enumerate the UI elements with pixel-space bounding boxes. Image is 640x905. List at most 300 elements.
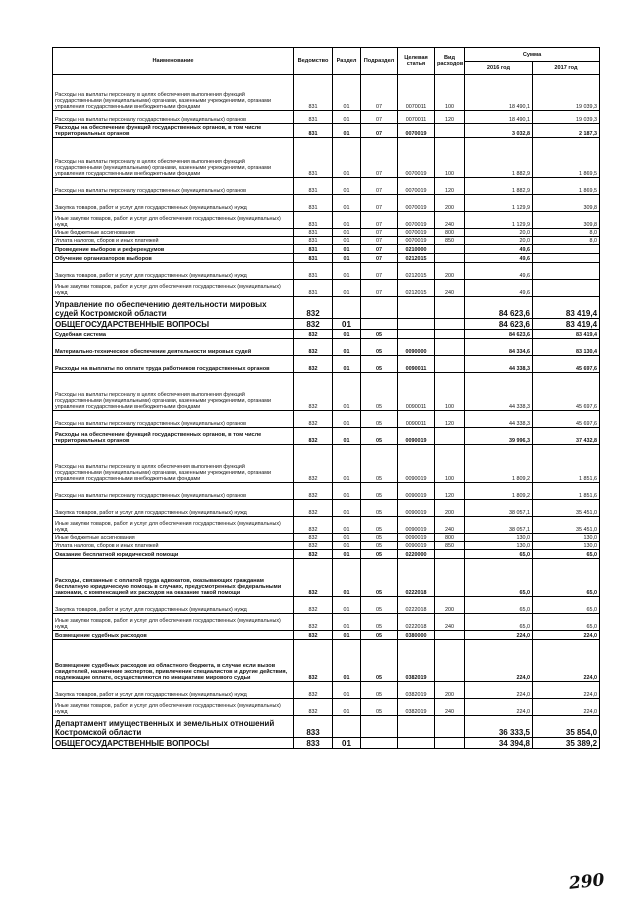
cell-s2017: 65,0 — [533, 559, 600, 597]
cell-razdel: 01 — [333, 428, 361, 445]
cell-s2016: 65,0 — [465, 559, 533, 597]
cell-vr: 100 — [435, 373, 465, 411]
cell-vr — [435, 356, 465, 373]
cell-razdel: 01 — [333, 178, 361, 195]
cell-s2016: 224,0 — [465, 640, 533, 682]
cell-vr: 800 — [435, 534, 465, 542]
cell-name: Уплата налогов, сборов и иных платежей — [53, 542, 294, 550]
cell-name: Обучение организаторов выборов — [53, 254, 294, 263]
table-row — [53, 716, 600, 738]
cell-cs: 0070019 — [398, 178, 435, 195]
header-target-item: Целевая статья — [398, 48, 435, 75]
cell-vr — [435, 339, 465, 356]
cell-podrazdel: 07 — [361, 280, 398, 297]
table-row — [53, 124, 600, 138]
cell-cs: 0212015 — [398, 280, 435, 297]
cell-razdel: 01 — [333, 195, 361, 212]
cell-ved: 832 — [294, 330, 333, 339]
cell-razdel: 01 — [333, 138, 361, 178]
cell-s2016: 3 032,8 — [465, 124, 533, 138]
cell-ved: 832 — [294, 339, 333, 356]
cell-vr: 100 — [435, 138, 465, 178]
cell-ved: 831 — [294, 254, 333, 263]
cell-razdel: 01 — [333, 534, 361, 542]
cell-vr: 240 — [435, 212, 465, 229]
cell-s2017: 309,8 — [533, 212, 600, 229]
cell-cs: 0070019 — [398, 237, 435, 245]
cell-cs: 0070011 — [398, 75, 435, 111]
cell-ved: 832 — [294, 699, 333, 716]
cell-cs: 0220000 — [398, 550, 435, 559]
cell-s2017: 1 869,5 — [533, 138, 600, 178]
cell-podrazdel: 05 — [361, 682, 398, 699]
table-row — [53, 445, 600, 483]
cell-ved: 831 — [294, 212, 333, 229]
cell-cs: 0210000 — [398, 245, 435, 254]
cell-ved: 831 — [294, 229, 333, 237]
table-row — [53, 111, 600, 124]
cell-razdel: 01 — [333, 682, 361, 699]
cell-cs — [398, 319, 435, 330]
cell-s2016: 18 490,1 — [465, 75, 533, 111]
cell-s2017: 130,0 — [533, 542, 600, 550]
cell-vr — [435, 738, 465, 749]
cell-ved: 832 — [294, 356, 333, 373]
cell-s2016: 224,0 — [465, 631, 533, 640]
table-row — [53, 245, 600, 254]
cell-razdel: 01 — [333, 614, 361, 631]
cell-s2017: 1 851,6 — [533, 483, 600, 500]
cell-s2017 — [533, 245, 600, 254]
cell-vr — [435, 640, 465, 682]
cell-cs: 0382019 — [398, 640, 435, 682]
cell-s2016: 224,0 — [465, 682, 533, 699]
cell-cs: 0380000 — [398, 631, 435, 640]
cell-razdel: 01 — [333, 500, 361, 517]
table-row — [53, 75, 600, 111]
cell-s2017: 37 432,8 — [533, 428, 600, 445]
cell-vr — [435, 631, 465, 640]
cell-podrazdel: 07 — [361, 245, 398, 254]
cell-ved: 831 — [294, 195, 333, 212]
cell-razdel: 01 — [333, 339, 361, 356]
cell-ved: 832 — [294, 517, 333, 534]
cell-s2017 — [533, 280, 600, 297]
cell-s2016: 39 996,3 — [465, 428, 533, 445]
cell-s2016: 1 882,9 — [465, 178, 533, 195]
cell-razdel: 01 — [333, 640, 361, 682]
cell-s2017: 19 039,3 — [533, 111, 600, 124]
table-row — [53, 559, 600, 597]
cell-ved: 832 — [294, 297, 333, 319]
cell-ved: 832 — [294, 682, 333, 699]
cell-cs: 0212015 — [398, 254, 435, 263]
table-row — [53, 138, 600, 178]
cell-name: Расходы на выплаты персоналу государственных (муниципальных) органов — [53, 111, 294, 124]
cell-name: Закупка товаров, работ и услуг для государственных (муниципальных) нужд — [53, 682, 294, 699]
cell-name: Иные закупки товаров, работ и услуг для обеспечения государственных (муниципальных) нужд — [53, 699, 294, 716]
cell-cs: 0090011 — [398, 356, 435, 373]
cell-cs: 0382019 — [398, 682, 435, 699]
cell-podrazdel: 07 — [361, 237, 398, 245]
cell-s2016: 34 394,8 — [465, 738, 533, 749]
cell-name: Расходы, связанные с оплатой труда адвокатов, оказывающих гражданам бесплатную юридическую помощь в случаях, предусмотренных федеральными законами, с компенсацией их расходов на оказание такой помощи — [53, 559, 294, 597]
cell-podrazdel — [361, 319, 398, 330]
cell-vr: 200 — [435, 682, 465, 699]
cell-ved: 831 — [294, 263, 333, 280]
cell-vr — [435, 319, 465, 330]
cell-ved: 832 — [294, 534, 333, 542]
cell-s2017: 45 697,6 — [533, 356, 600, 373]
cell-cs: 0090019 — [398, 483, 435, 500]
cell-vr — [435, 254, 465, 263]
cell-razdel: 01 — [333, 237, 361, 245]
cell-name: Оказание бесплатной юридической помощи — [53, 550, 294, 559]
cell-vr — [435, 330, 465, 339]
cell-razdel: 01 — [333, 263, 361, 280]
cell-name: ОБЩЕГОСУДАРСТВЕННЫЕ ВОПРОСЫ — [53, 738, 294, 749]
cell-name: Иные бюджетные ассигнования — [53, 229, 294, 237]
cell-ved: 832 — [294, 373, 333, 411]
cell-vr: 200 — [435, 500, 465, 517]
cell-name: Иные закупки товаров, работ и услуг для обеспечения государственных (муниципальных) нужд — [53, 614, 294, 631]
cell-podrazdel: 07 — [361, 111, 398, 124]
cell-s2016: 65,0 — [465, 614, 533, 631]
cell-s2017: 8,0 — [533, 229, 600, 237]
cell-name: Судебная система — [53, 330, 294, 339]
cell-razdel: 01 — [333, 597, 361, 614]
cell-razdel: 01 — [333, 373, 361, 411]
cell-razdel: 01 — [333, 111, 361, 124]
cell-s2017: 224,0 — [533, 699, 600, 716]
cell-cs — [398, 716, 435, 738]
cell-podrazdel: 05 — [361, 699, 398, 716]
cell-razdel: 01 — [333, 330, 361, 339]
cell-s2017: 1 869,5 — [533, 178, 600, 195]
cell-cs: 0070019 — [398, 124, 435, 138]
cell-podrazdel: 07 — [361, 75, 398, 111]
cell-s2016: 20,0 — [465, 229, 533, 237]
cell-cs: 0090019 — [398, 542, 435, 550]
cell-podrazdel: 05 — [361, 500, 398, 517]
table-row — [53, 614, 600, 631]
cell-vr: 120 — [435, 411, 465, 428]
header-expense-type: Вид расходов — [435, 48, 465, 75]
cell-cs: 0090019 — [398, 517, 435, 534]
header-name: Наименование — [53, 48, 294, 75]
cell-podrazdel: 05 — [361, 614, 398, 631]
cell-podrazdel: 05 — [361, 373, 398, 411]
cell-cs — [398, 330, 435, 339]
cell-podrazdel — [361, 716, 398, 738]
cell-razdel: 01 — [333, 631, 361, 640]
table-row — [53, 428, 600, 445]
cell-s2017: 309,8 — [533, 195, 600, 212]
cell-s2016: 49,6 — [465, 280, 533, 297]
cell-s2016: 20,0 — [465, 237, 533, 245]
cell-ved: 832 — [294, 411, 333, 428]
cell-razdel: 01 — [333, 319, 361, 330]
cell-cs — [398, 297, 435, 319]
cell-razdel: 01 — [333, 483, 361, 500]
cell-s2016: 84 623,6 — [465, 319, 533, 330]
cell-s2017: 35 389,2 — [533, 738, 600, 749]
cell-s2017: 2 187,3 — [533, 124, 600, 138]
cell-name: Иные закупки товаров, работ и услуг для обеспечения государственных (муниципальных) нужд — [53, 212, 294, 229]
cell-razdel: 01 — [333, 280, 361, 297]
cell-cs: 0382019 — [398, 699, 435, 716]
cell-name: Расходы на выплаты персоналу государственных (муниципальных) органов — [53, 178, 294, 195]
cell-razdel: 01 — [333, 75, 361, 111]
cell-podrazdel: 05 — [361, 534, 398, 542]
cell-s2016: 49,6 — [465, 254, 533, 263]
cell-s2017: 83 419,4 — [533, 319, 600, 330]
cell-vr — [435, 245, 465, 254]
cell-s2016: 44 338,3 — [465, 356, 533, 373]
cell-cs — [398, 738, 435, 749]
cell-ved: 831 — [294, 138, 333, 178]
cell-podrazdel: 05 — [361, 542, 398, 550]
cell-name: Расходы на выплаты персоналу государственных (муниципальных) органов — [53, 411, 294, 428]
table-row — [53, 411, 600, 428]
cell-cs: 0222018 — [398, 597, 435, 614]
cell-ved: 832 — [294, 483, 333, 500]
cell-razdel: 01 — [333, 356, 361, 373]
cell-razdel: 01 — [333, 559, 361, 597]
cell-razdel: 01 — [333, 445, 361, 483]
cell-razdel: 01 — [333, 254, 361, 263]
cell-s2017: 8,0 — [533, 237, 600, 245]
cell-vr: 200 — [435, 195, 465, 212]
cell-razdel: 01 — [333, 550, 361, 559]
cell-ved: 832 — [294, 445, 333, 483]
cell-vr: 800 — [435, 229, 465, 237]
cell-cs: 0222018 — [398, 559, 435, 597]
cell-podrazdel — [361, 738, 398, 749]
cell-podrazdel: 05 — [361, 411, 398, 428]
table-row — [53, 738, 600, 749]
cell-vr: 240 — [435, 614, 465, 631]
cell-name: Расходы на выплаты персоналу в целях обеспечения выполнения функций государственными (муниципальными) органами, казенными учреждениями, органами управления государственными внебюджетными фондами — [53, 138, 294, 178]
cell-cs: 0090019 — [398, 534, 435, 542]
cell-s2016: 130,0 — [465, 542, 533, 550]
cell-razdel: 01 — [333, 738, 361, 749]
table-row — [53, 500, 600, 517]
cell-cs: 0070019 — [398, 195, 435, 212]
cell-razdel: 01 — [333, 124, 361, 138]
cell-name: Проведение выборов и референдумов — [53, 245, 294, 254]
cell-vr: 120 — [435, 483, 465, 500]
cell-name: Закупка товаров, работ и услуг для государственных (муниципальных) нужд — [53, 500, 294, 517]
cell-s2017: 65,0 — [533, 614, 600, 631]
cell-cs: 0090000 — [398, 339, 435, 356]
cell-name: Закупка товаров, работ и услуг для государственных (муниципальных) нужд — [53, 597, 294, 614]
cell-vr: 240 — [435, 280, 465, 297]
cell-ved: 832 — [294, 542, 333, 550]
cell-s2017 — [533, 254, 600, 263]
cell-razdel: 01 — [333, 229, 361, 237]
cell-name: Расходы на выплаты персоналу в целях обеспечения выполнения функций государственными (муниципальными) органами, казенными учреждениями, органами управления государственными внебюджетными фондами — [53, 373, 294, 411]
header-year-2016: 2016 год — [465, 62, 533, 75]
cell-name: Уплата налогов, сборов и иных платежей — [53, 237, 294, 245]
table-row — [53, 178, 600, 195]
table-row — [53, 550, 600, 559]
cell-vr — [435, 559, 465, 597]
cell-ved: 832 — [294, 559, 333, 597]
cell-vr: 200 — [435, 597, 465, 614]
cell-podrazdel: 05 — [361, 483, 398, 500]
cell-vr: 120 — [435, 178, 465, 195]
cell-s2017: 83 419,4 — [533, 330, 600, 339]
cell-s2016: 44 338,3 — [465, 411, 533, 428]
table-row — [53, 542, 600, 550]
cell-vr — [435, 716, 465, 738]
cell-podrazdel: 05 — [361, 428, 398, 445]
cell-s2017: 45 697,6 — [533, 411, 600, 428]
cell-razdel: 01 — [333, 517, 361, 534]
cell-razdel: 01 — [333, 245, 361, 254]
header-ved: Ведомство — [294, 48, 333, 75]
cell-ved: 832 — [294, 550, 333, 559]
cell-ved: 831 — [294, 237, 333, 245]
table-row — [53, 263, 600, 280]
header-sum: Сумма — [465, 48, 600, 62]
cell-podrazdel: 07 — [361, 138, 398, 178]
cell-vr — [435, 297, 465, 319]
cell-s2016: 84 623,6 — [465, 297, 533, 319]
cell-name: Управление по обеспечению деятельности мировых судей Костромской области — [53, 297, 294, 319]
cell-vr: 850 — [435, 237, 465, 245]
cell-ved: 831 — [294, 111, 333, 124]
cell-vr: 100 — [435, 75, 465, 111]
table-row — [53, 237, 600, 245]
cell-vr: 120 — [435, 111, 465, 124]
cell-podrazdel: 05 — [361, 640, 398, 682]
cell-s2016: 65,0 — [465, 597, 533, 614]
header-razdel: Раздел — [333, 48, 361, 75]
cell-podrazdel: 05 — [361, 339, 398, 356]
cell-razdel: 01 — [333, 411, 361, 428]
header-podrazdel: Подраздел — [361, 48, 398, 75]
cell-ved: 833 — [294, 738, 333, 749]
cell-s2016: 1 129,9 — [465, 212, 533, 229]
cell-razdel — [333, 716, 361, 738]
table-row — [53, 280, 600, 297]
cell-name: Возмещение судебных расходов из областного бюджета, в случае если вызов свидетелей, назначение экспертов, привлечение специалистов и другие действия, подлежащие оплате, осуществляются по инициативе мирового судьи — [53, 640, 294, 682]
cell-cs: 0212015 — [398, 263, 435, 280]
cell-s2016: 1 129,9 — [465, 195, 533, 212]
cell-cs: 0090019 — [398, 500, 435, 517]
cell-s2017: 83 130,4 — [533, 339, 600, 356]
cell-s2016: 84 334,6 — [465, 339, 533, 356]
cell-ved: 832 — [294, 319, 333, 330]
cell-name: Расходы на обеспечение функций государственных органов, в том числе территориальных органов — [53, 124, 294, 138]
cell-podrazdel: 05 — [361, 559, 398, 597]
cell-name: Иные закупки товаров, работ и услуг для обеспечения государственных (муниципальных) нужд — [53, 517, 294, 534]
cell-ved: 832 — [294, 428, 333, 445]
cell-s2016: 36 333,5 — [465, 716, 533, 738]
cell-name: Расходы на выплаты персоналу в целях обеспечения выполнения функций государственными (муниципальными) органами, казенными учреждениями, органами управления государственными внебюджетными фондами — [53, 445, 294, 483]
cell-vr — [435, 550, 465, 559]
cell-name: Департамент имущественных и земельных отношений Костромской области — [53, 716, 294, 738]
cell-podrazdel: 07 — [361, 254, 398, 263]
cell-ved: 831 — [294, 124, 333, 138]
cell-name: Расходы на выплаты персоналу государственных (муниципальных) органов — [53, 483, 294, 500]
cell-ved: 831 — [294, 178, 333, 195]
budget-table — [52, 47, 600, 749]
cell-s2016: 49,6 — [465, 245, 533, 254]
cell-name: Материально-техническое обеспечение деятельности мировых судей — [53, 339, 294, 356]
cell-s2017: 224,0 — [533, 631, 600, 640]
table-row — [53, 356, 600, 373]
table-row — [53, 517, 600, 534]
cell-podrazdel — [361, 297, 398, 319]
table-row — [53, 330, 600, 339]
table-row — [53, 254, 600, 263]
cell-name: Закупка товаров, работ и услуг для государственных (муниципальных) нужд — [53, 263, 294, 280]
cell-cs: 0222018 — [398, 614, 435, 631]
table-row — [53, 373, 600, 411]
cell-s2017: 35 854,0 — [533, 716, 600, 738]
cell-s2017: 83 419,4 — [533, 297, 600, 319]
cell-cs: 0090019 — [398, 445, 435, 483]
cell-name: ОБЩЕГОСУДАРСТВЕННЫЕ ВОПРОСЫ — [53, 319, 294, 330]
cell-name: Иные бюджетные ассигнования — [53, 534, 294, 542]
table-row — [53, 297, 600, 319]
cell-vr: 200 — [435, 263, 465, 280]
cell-s2017 — [533, 263, 600, 280]
cell-name: Расходы на выплаты по оплате труда работников государственных органов — [53, 356, 294, 373]
cell-name: Иные закупки товаров, работ и услуг для обеспечения государственных (муниципальных) нужд — [53, 280, 294, 297]
cell-name: Расходы на обеспечение функций государственных органов, в том числе территориальных органов — [53, 428, 294, 445]
table-row — [53, 631, 600, 640]
cell-name: Возмещение судебных расходов — [53, 631, 294, 640]
cell-podrazdel: 07 — [361, 178, 398, 195]
table-row — [53, 534, 600, 542]
cell-cs: 0070019 — [398, 229, 435, 237]
cell-podrazdel: 07 — [361, 212, 398, 229]
table-row — [53, 195, 600, 212]
cell-s2016: 1 809,2 — [465, 483, 533, 500]
cell-s2016: 18 490,1 — [465, 111, 533, 124]
cell-s2017: 224,0 — [533, 682, 600, 699]
cell-s2017: 35 451,0 — [533, 500, 600, 517]
cell-cs: 0090019 — [398, 428, 435, 445]
cell-razdel — [333, 297, 361, 319]
cell-podrazdel: 05 — [361, 597, 398, 614]
cell-ved: 832 — [294, 631, 333, 640]
cell-ved: 832 — [294, 597, 333, 614]
cell-ved: 832 — [294, 640, 333, 682]
cell-podrazdel: 05 — [361, 517, 398, 534]
cell-vr: 100 — [435, 445, 465, 483]
cell-podrazdel: 05 — [361, 356, 398, 373]
cell-s2017: 19 039,3 — [533, 75, 600, 111]
cell-s2016: 1 809,2 — [465, 445, 533, 483]
cell-vr: 240 — [435, 517, 465, 534]
table-row — [53, 483, 600, 500]
cell-podrazdel: 05 — [361, 550, 398, 559]
cell-s2016: 84 623,6 — [465, 330, 533, 339]
cell-s2017: 1 851,6 — [533, 445, 600, 483]
cell-s2016: 130,0 — [465, 534, 533, 542]
cell-vr: 240 — [435, 699, 465, 716]
cell-s2016: 44 338,3 — [465, 373, 533, 411]
cell-cs: 0070011 — [398, 111, 435, 124]
table-row — [53, 229, 600, 237]
table-body — [53, 75, 600, 749]
header-year-2017: 2017 год — [533, 62, 600, 75]
